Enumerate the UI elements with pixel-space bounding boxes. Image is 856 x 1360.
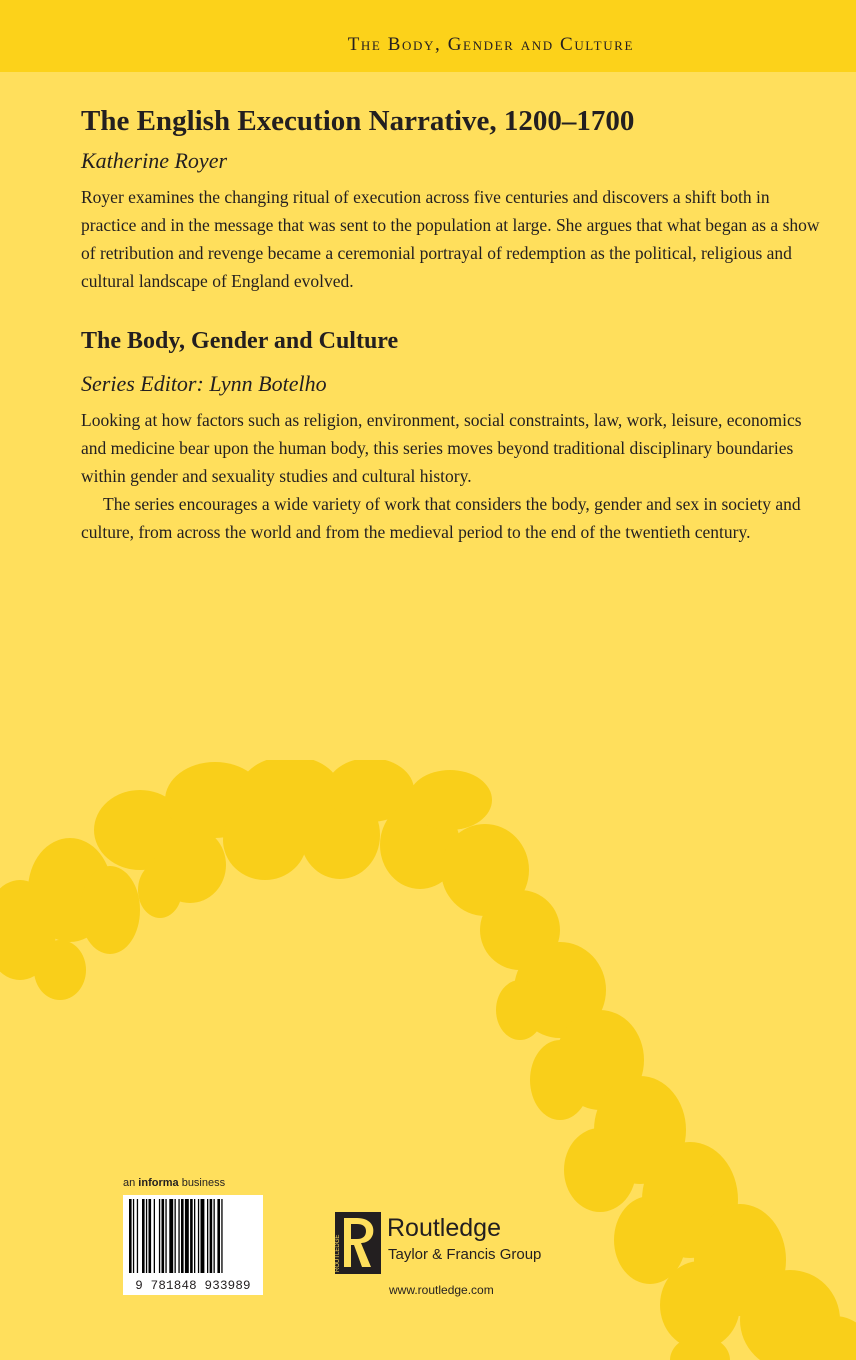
series-description-paragraph: The series encourages a wide variety of work that considers the body, gender and sex in society and culture, from across the world and from the medieval period to the end of the twentieth century. (81, 494, 801, 543)
informa-brand: informa (138, 1177, 179, 1189)
barcode-bar (194, 1199, 195, 1273)
barcode-bar (190, 1199, 193, 1273)
series-title: The Body, Gender and Culture (81, 328, 399, 355)
informa-tagline (123, 1177, 225, 1189)
barcode-bar (181, 1199, 184, 1273)
book-description: Royer examines the changing ritual of execution across five centuries and discovers a shift both in practice and in the message that was sent to the population at large. She argues that what began as a show of retribution and revenge became a ceremonial portrayal of redemption as the political, religious and cultural landscape of England evolved. (81, 187, 820, 292)
logo-vertical-text: ROUTLEDGE (335, 1234, 341, 1272)
barcode-bar (169, 1199, 173, 1273)
main-content (81, 104, 821, 546)
series-header: The Body, Gender and Culture (347, 34, 634, 55)
barcode-bar (178, 1199, 179, 1273)
barcode-bar (214, 1199, 215, 1273)
barcode-bar (137, 1199, 138, 1273)
barcode-bar (129, 1199, 132, 1273)
barcode-bar (221, 1199, 222, 1273)
barcode-bar (149, 1199, 152, 1273)
barcode-bar (198, 1199, 199, 1273)
barcode-bar (217, 1199, 220, 1273)
barcode-bar (146, 1199, 147, 1273)
publisher-name: Routledge (387, 1214, 501, 1242)
barcode-bar (165, 1199, 166, 1273)
barcode-bar (175, 1199, 176, 1273)
barcode-bar (159, 1199, 160, 1273)
publisher-group: Taylor & Francis Group (388, 1246, 542, 1263)
barcode-bar (154, 1199, 155, 1273)
informa-prefix: an (123, 1177, 139, 1189)
book-title: The English Execution Narrative, 1200–1700 (81, 105, 635, 137)
barcode-bar (210, 1199, 213, 1273)
barcode-bar (201, 1199, 205, 1273)
publisher-url: www.routledge.com (389, 1283, 494, 1297)
routledge-logo-icon (335, 1212, 381, 1274)
barcode-bar (142, 1199, 145, 1273)
header-band (0, 0, 856, 72)
series-description-paragraph: Looking at how factors such as religion, environment, social constraints, law, work, leisure, economics and medicine bear upon the human body, this series moves beyond traditional disciplinary boundaries within gender and sexuality studies and cultural history. (81, 410, 802, 487)
isbn-number: 9 781848 933989 (135, 1279, 251, 1293)
barcode-bar (133, 1199, 134, 1273)
informa-suffix: business (178, 1177, 226, 1189)
barcode-bar (185, 1199, 189, 1273)
series-editor: Series Editor: Lynn Botelho (81, 370, 327, 396)
barcode-bars (129, 1199, 257, 1273)
barcode-bar (162, 1199, 165, 1273)
book-author: Katherine Royer (81, 147, 228, 173)
barcode (123, 1195, 263, 1295)
barcode-bar (207, 1199, 208, 1273)
